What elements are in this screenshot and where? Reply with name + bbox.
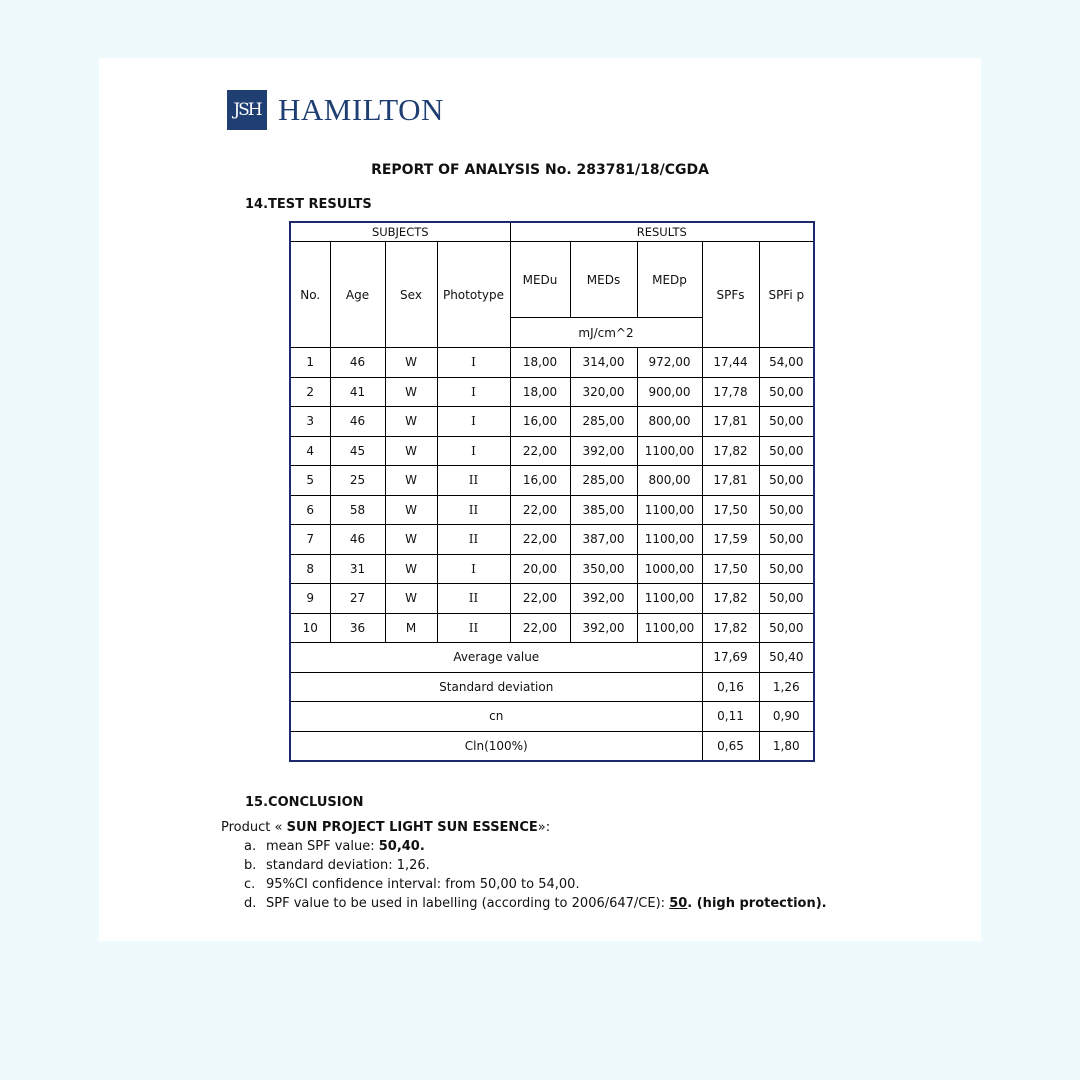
cell-spfs: 17,81	[702, 407, 759, 437]
cell-medp: 900,00	[637, 377, 702, 407]
col-header-sex: Sex	[385, 242, 437, 348]
cell-age: 36	[330, 613, 385, 643]
cell-no: 8	[290, 554, 330, 584]
list-item	[244, 875, 827, 894]
summary-spfs: 0,16	[702, 672, 759, 702]
cell-spfip: 50,00	[759, 554, 814, 584]
product-suffix: »:	[537, 820, 551, 835]
cell-age: 46	[330, 525, 385, 555]
cell-meds: 385,00	[570, 495, 637, 525]
col-header-spfip: SPFi p	[759, 242, 814, 348]
list-marker: b.	[244, 858, 257, 873]
cell-spfs: 17,59	[702, 525, 759, 555]
cell-medu: 18,00	[510, 348, 570, 378]
item-underlined: 50	[669, 896, 688, 911]
summary-row	[290, 731, 814, 761]
conclusion	[221, 818, 827, 913]
cell-age: 27	[330, 584, 385, 614]
summary-row	[290, 643, 814, 673]
cell-age: 45	[330, 436, 385, 466]
cell-spfs: 17,44	[702, 348, 759, 378]
cell-medp: 1000,00	[637, 554, 702, 584]
col-header-medu: MEDu	[510, 242, 570, 318]
cell-no: 6	[290, 495, 330, 525]
cell-medp: 1100,00	[637, 584, 702, 614]
cell-spfs: 17,50	[702, 495, 759, 525]
summary-spfs: 0,11	[702, 702, 759, 732]
cell-age: 58	[330, 495, 385, 525]
conclusion-list	[221, 837, 827, 913]
cell-age: 25	[330, 466, 385, 496]
summary-label: Average value	[290, 643, 702, 673]
cell-medu: 22,00	[510, 436, 570, 466]
hamilton-logo	[227, 90, 444, 130]
cell-sex: W	[385, 554, 437, 584]
cell-sex: W	[385, 436, 437, 466]
cell-meds: 392,00	[570, 436, 637, 466]
cell-meds: 392,00	[570, 613, 637, 643]
table-row	[290, 613, 814, 643]
item-text: standard deviation: 1,26.	[266, 858, 430, 873]
table-row	[290, 525, 814, 555]
cell-no: 5	[290, 466, 330, 496]
cell-sex: W	[385, 407, 437, 437]
cell-spfip: 50,00	[759, 584, 814, 614]
cell-spfs: 17,50	[702, 554, 759, 584]
list-item	[244, 894, 827, 913]
col-header-spfs: SPFs	[702, 242, 759, 348]
cell-spfip: 50,00	[759, 613, 814, 643]
cell-spfip: 54,00	[759, 348, 814, 378]
summary-spfs: 17,69	[702, 643, 759, 673]
cell-spfs: 17,81	[702, 466, 759, 496]
col-header-phototype: Phototype	[437, 242, 510, 348]
cell-spfs: 17,82	[702, 436, 759, 466]
cell-medp: 1100,00	[637, 436, 702, 466]
cell-no: 2	[290, 377, 330, 407]
cell-spfip: 50,00	[759, 466, 814, 496]
cell-age: 41	[330, 377, 385, 407]
cell-no: 7	[290, 525, 330, 555]
item-text: mean SPF value:	[266, 839, 379, 854]
cell-age: 46	[330, 348, 385, 378]
group-header-results: RESULTS	[510, 222, 814, 242]
cell-medu: 22,00	[510, 584, 570, 614]
cell-medp: 1100,00	[637, 495, 702, 525]
cell-sex: W	[385, 584, 437, 614]
table-row	[290, 407, 814, 437]
cell-medu: 16,00	[510, 466, 570, 496]
summary-label: Cln(100%)	[290, 731, 702, 761]
item-bold: 50,40.	[378, 839, 425, 854]
list-marker: c.	[244, 877, 256, 892]
logo-name: HAMILTON	[278, 92, 444, 127]
cell-medp: 1100,00	[637, 613, 702, 643]
cell-no: 1	[290, 348, 330, 378]
table-row	[290, 554, 814, 584]
summary-row	[290, 702, 814, 732]
cell-no: 9	[290, 584, 330, 614]
cell-medu: 22,00	[510, 613, 570, 643]
item-bold: . (high protection).	[687, 896, 827, 911]
col-header-no: No.	[290, 242, 330, 348]
col-header-meds: MEDs	[570, 242, 637, 318]
cell-medu: 20,00	[510, 554, 570, 584]
product-prefix: Product «	[221, 820, 287, 835]
cell-phototype: II	[437, 613, 510, 643]
cell-phototype: I	[437, 348, 510, 378]
cell-spfip: 50,00	[759, 407, 814, 437]
cell-phototype: I	[437, 407, 510, 437]
cell-phototype: I	[437, 436, 510, 466]
report-page	[99, 58, 981, 941]
cell-medp: 800,00	[637, 407, 702, 437]
table-row	[290, 466, 814, 496]
summary-label: Standard deviation	[290, 672, 702, 702]
cell-medp: 800,00	[637, 466, 702, 496]
cell-spfip: 50,00	[759, 436, 814, 466]
summary-spfip: 50,40	[759, 643, 814, 673]
cell-spfs: 17,82	[702, 584, 759, 614]
cell-medu: 16,00	[510, 407, 570, 437]
cell-meds: 314,00	[570, 348, 637, 378]
table-row	[290, 495, 814, 525]
cell-age: 46	[330, 407, 385, 437]
cell-spfs: 17,82	[702, 613, 759, 643]
cell-meds: 350,00	[570, 554, 637, 584]
col-header-age: Age	[330, 242, 385, 348]
cell-sex: M	[385, 613, 437, 643]
cell-phototype: II	[437, 466, 510, 496]
cell-spfip: 50,00	[759, 495, 814, 525]
cell-meds: 320,00	[570, 377, 637, 407]
cell-phototype: I	[437, 377, 510, 407]
summary-spfs: 0,65	[702, 731, 759, 761]
group-header-subjects: SUBJECTS	[290, 222, 510, 242]
cell-meds: 387,00	[570, 525, 637, 555]
cell-spfip: 50,00	[759, 377, 814, 407]
cell-spfip: 50,00	[759, 525, 814, 555]
cell-no: 10	[290, 613, 330, 643]
logo-mark: JSH	[227, 90, 267, 130]
summary-spfip: 0,90	[759, 702, 814, 732]
cell-medu: 22,00	[510, 495, 570, 525]
section-heading-test-results: 14.TEST RESULTS	[245, 197, 372, 212]
cell-sex: W	[385, 377, 437, 407]
unit-label: mJ/cm^2	[510, 318, 702, 348]
cell-age: 31	[330, 554, 385, 584]
cell-phototype: II	[437, 495, 510, 525]
cell-phototype: II	[437, 525, 510, 555]
cell-no: 4	[290, 436, 330, 466]
cell-medp: 1100,00	[637, 525, 702, 555]
cell-meds: 285,00	[570, 466, 637, 496]
list-marker: d.	[244, 896, 257, 911]
cell-medp: 972,00	[637, 348, 702, 378]
summary-spfip: 1,80	[759, 731, 814, 761]
cell-sex: W	[385, 466, 437, 496]
report-title: REPORT OF ANALYSIS No. 283781/18/CGDA	[371, 162, 709, 178]
cell-no: 3	[290, 407, 330, 437]
table-row	[290, 584, 814, 614]
cell-sex: W	[385, 348, 437, 378]
item-text: SPF value to be used in labelling (according to 2006/647/CE):	[266, 896, 670, 911]
item-text: 95%CI confidence interval: from 50,00 to 54,00.	[266, 877, 580, 892]
product-name: SUN PROJECT LIGHT SUN ESSENCE	[286, 820, 538, 835]
table-row	[290, 436, 814, 466]
cell-sex: W	[385, 525, 437, 555]
cell-sex: W	[385, 495, 437, 525]
results-table	[289, 221, 815, 762]
summary-spfip: 1,26	[759, 672, 814, 702]
table-row	[290, 348, 814, 378]
cell-medu: 18,00	[510, 377, 570, 407]
product-line	[221, 818, 827, 837]
list-item	[244, 856, 827, 875]
list-item	[244, 837, 827, 856]
cell-meds: 285,00	[570, 407, 637, 437]
summary-row	[290, 672, 814, 702]
col-header-medp: MEDp	[637, 242, 702, 318]
cell-meds: 392,00	[570, 584, 637, 614]
cell-phototype: II	[437, 584, 510, 614]
cell-medu: 22,00	[510, 525, 570, 555]
section-heading-conclusion: 15.CONCLUSION	[245, 795, 364, 810]
table-row	[290, 377, 814, 407]
cell-phototype: I	[437, 554, 510, 584]
list-marker: a.	[244, 839, 257, 854]
cell-spfs: 17,78	[702, 377, 759, 407]
summary-label: cn	[290, 702, 702, 732]
